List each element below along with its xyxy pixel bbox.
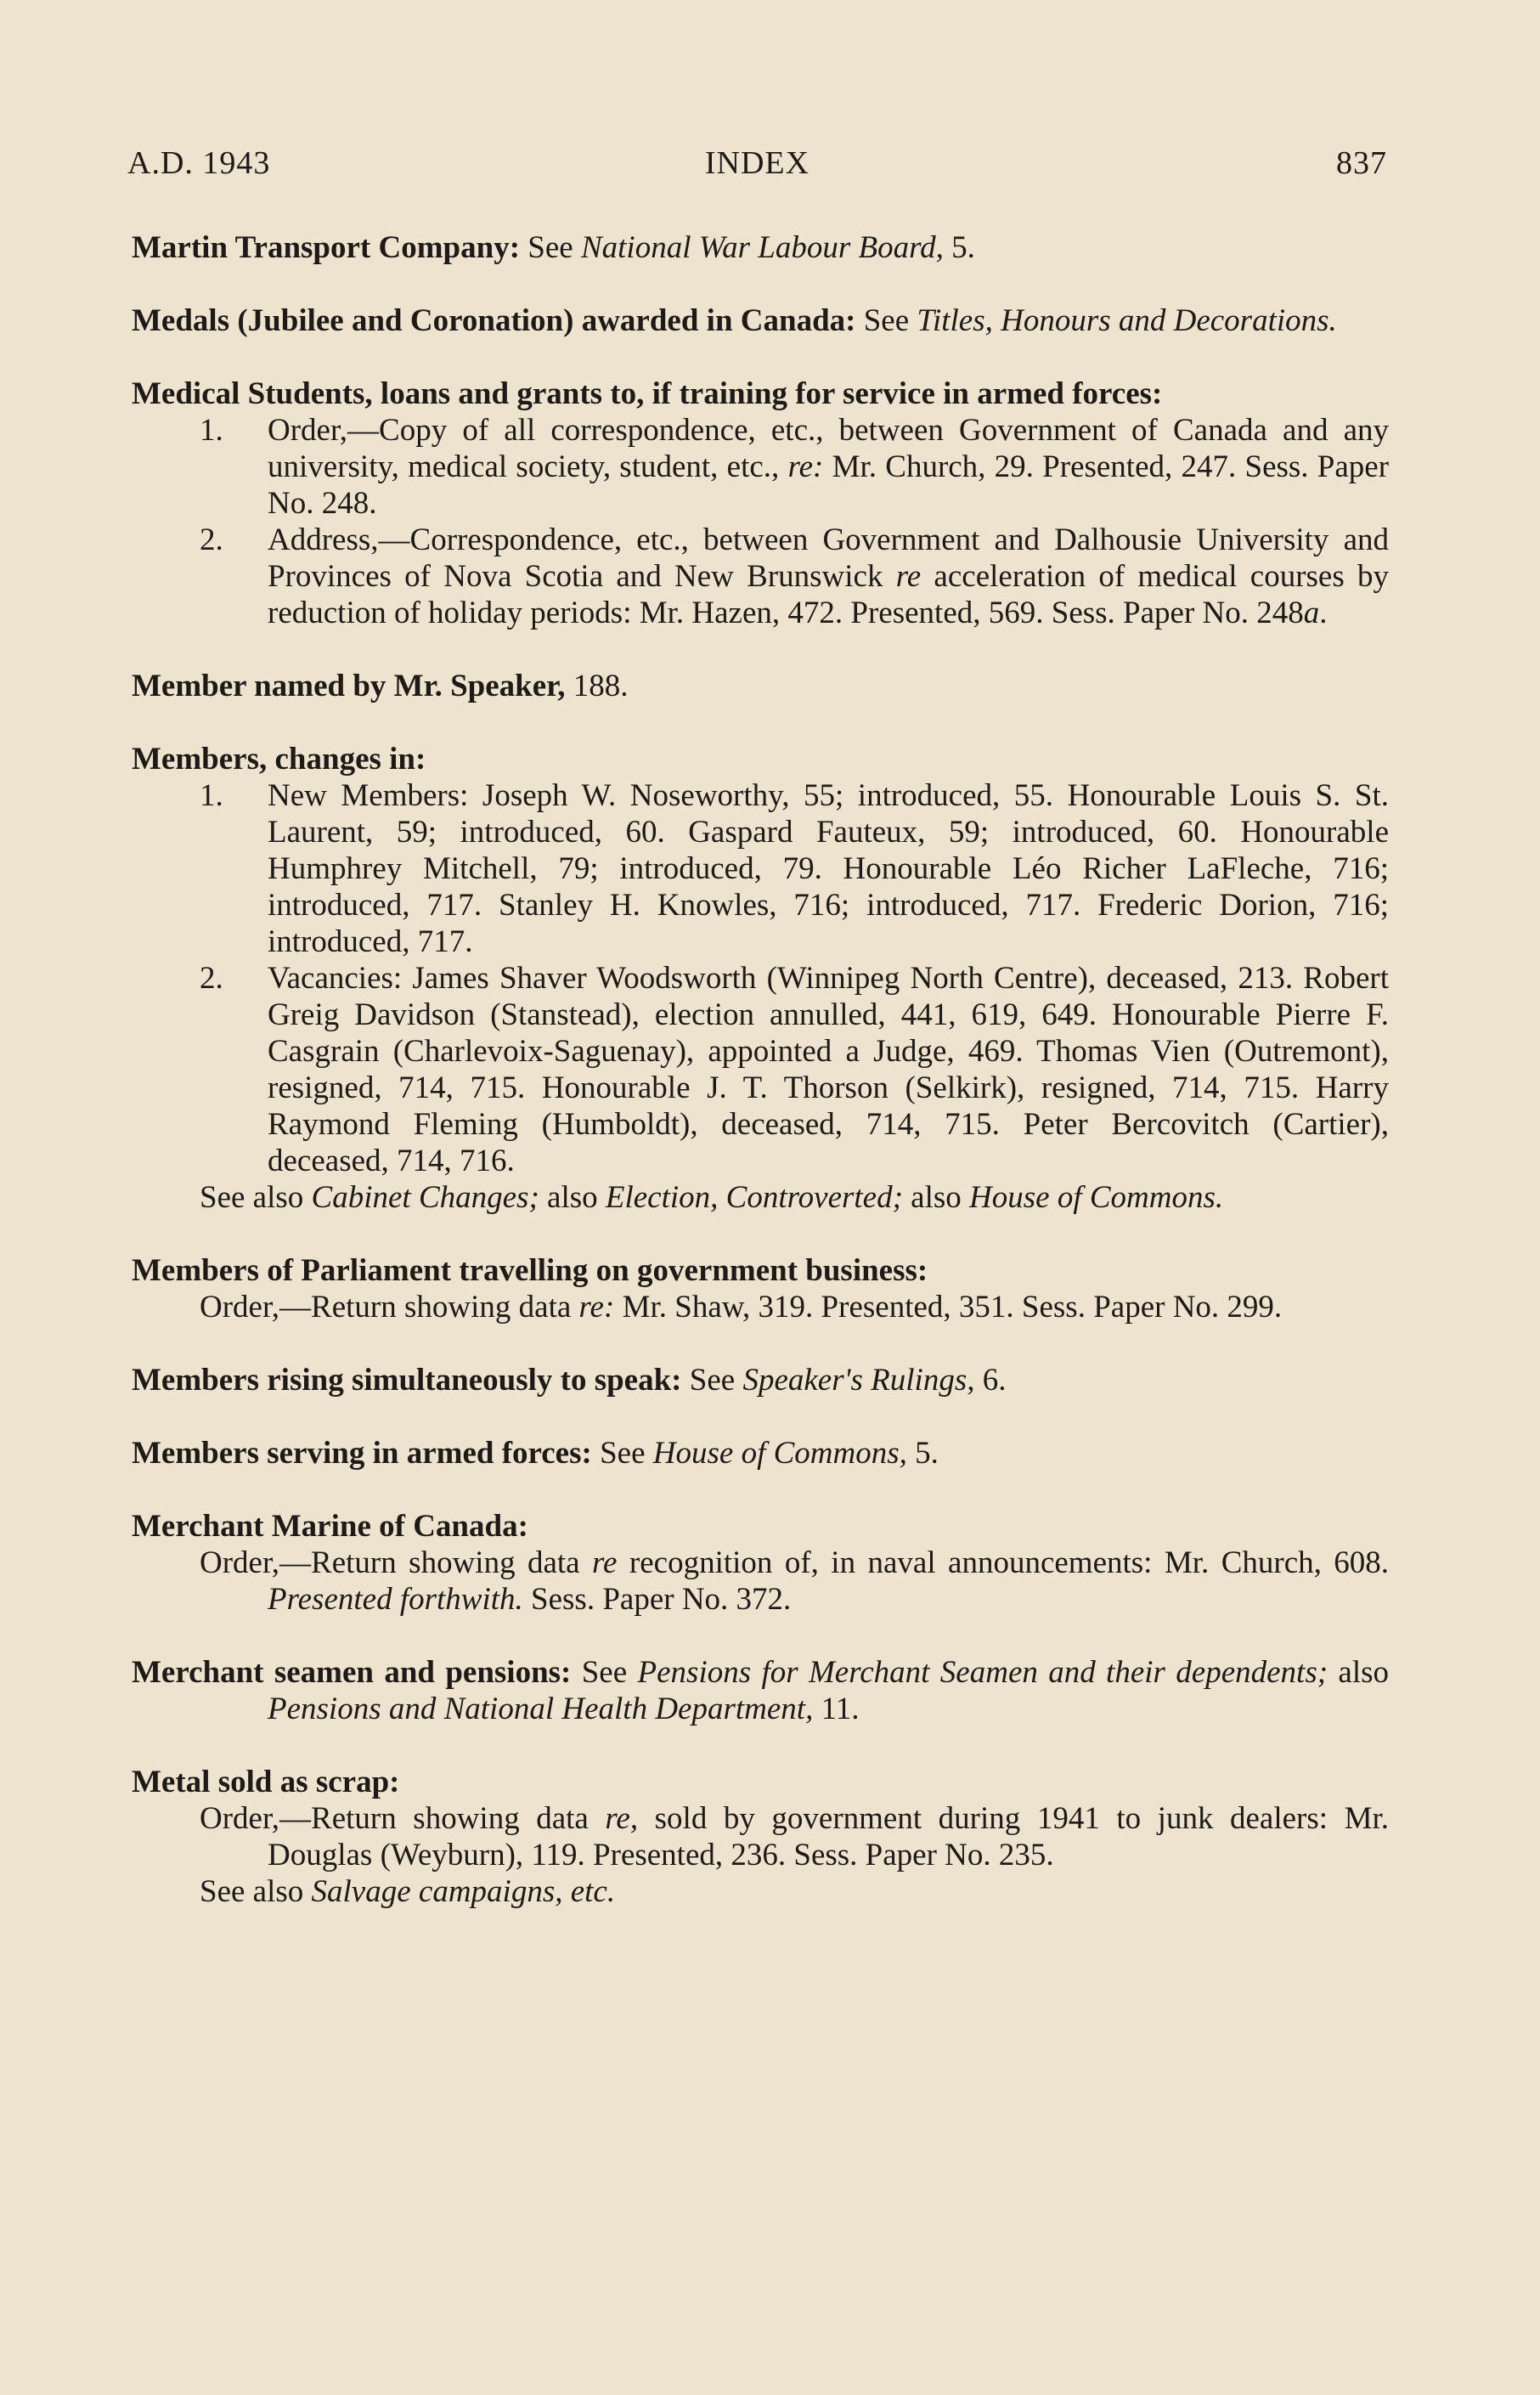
list-item: 1. New Members: Joseph W. Noseworthy, 55; introduced, 55. Honourable Louis S. St. Laurent, 59; introduced, 60. Gaspard Fauteux, 59; introduced, 60. Honourable Humphrey Mitchell, 79; introduced, 79. Honourable Léo Richer LaFleche, 716; introduced, 717. Stanley H. Knowles, 716; introduced, 717. Frederic Dorion, 716; introduced, 717. (200, 778, 1389, 959)
entry-heading: Medical Students, loans and grants to, if training for service in armed forces: (132, 376, 1163, 411)
cross-reference: House of Commons, (652, 1436, 907, 1471)
entry-heading: Members, changes in: (132, 742, 426, 777)
entry-martin: Martin Transport Company: See National War Labour Board, 5. (132, 230, 975, 265)
see-also: See also Salvage campaigns, etc. (200, 1874, 616, 1909)
page-number: 837 (1336, 145, 1387, 181)
list-item: Order,—Return showing data re, sold by government during 1941 to junk dealers: Mr. Douglas (Weyburn), 119. Presented, 236. Sess. Paper No. 235. (200, 1801, 1390, 1873)
entry-heading: Martin Transport Company: (132, 230, 521, 265)
entry-merchant-seamen: Merchant seamen and pensions: See Pensions for Merchant Seamen and their dependents; also Pensions and National Health Department, 11. (132, 1655, 1389, 1726)
cross-reference: Speaker's Rulings, (742, 1363, 975, 1398)
entry-heading: Members of Parliament travelling on government business: (132, 1253, 928, 1288)
entry-heading: Members serving in armed forces: (132, 1436, 592, 1471)
index-content (132, 229, 1389, 1946)
entry-metal-scrap (132, 1764, 1389, 1910)
list-item: Order,—Return showing data re: Mr. Shaw, 319. Presented, 351. Sess. Paper No. 299. (200, 1290, 1283, 1325)
running-header (127, 144, 1387, 187)
entry-members-travelling (132, 1252, 1389, 1325)
entry-medical-students (132, 376, 1389, 631)
entry-heading: Members rising simultaneously to speak: (132, 1363, 682, 1398)
entry-heading: Medals (Jubilee and Coronation) awarded in Canada: (132, 303, 856, 338)
cross-reference: Pensions for Merchant Seamen and their dependents; (637, 1655, 1328, 1690)
entry-members-serving: Members serving in armed forces: See House of Commons, 5. (132, 1436, 939, 1471)
cross-reference: Pensions and National Health Department, (268, 1692, 814, 1726)
cross-reference: Titles, Honours and Decorations. (917, 303, 1337, 338)
header-title: INDEX (704, 145, 810, 181)
list-item: 2. Vacancies: James Shaver Woodsworth (Winnipeg North Centre), deceased, 213. Robert Greig Davidson (Stanstead), election annulled, 441, 619, 649. Honourable Pierre F. Casgrain (Charlevoix-Saguenay), appointed a Judge, 469. Thomas Vien (Outremont), resigned, 714, 715. Honourable J. T. Thorson (Selkirk), resigned, 714, 715. Harry Raymond Fleming (Humboldt), deceased, 714, 715. Peter Bercovitch (Cartier), deceased, 714, 716. (200, 961, 1389, 1178)
cross-reference: National War Labour Board, (580, 230, 944, 265)
entry-merchant-marine (132, 1508, 1389, 1618)
entry-heading: Merchant seamen and pensions: (132, 1655, 572, 1690)
list-item: 2. Address,—Correspondence, etc., between Government and Dalhousie University and Provinces of Nova Scotia and New Brunswick re acceleration of medical courses by reduction of holiday periods: Mr. Hazen, 472. Presented, 569. Sess. Paper No. 248a. (200, 522, 1389, 630)
entry-member-named: Member named by Mr. Speaker, 188. (132, 669, 629, 703)
entry-heading: Member named by Mr. Speaker, (132, 669, 566, 703)
entry-heading: Metal sold as scrap: (132, 1765, 400, 1799)
header-year: A.D. 1943 (127, 145, 271, 181)
list-item: Order,—Return showing data re recognition of, in naval announcements: Mr. Church, 608. Presented forthwith. Sess. Paper No. 372. (200, 1545, 1390, 1617)
list-item: 1. Order,—Copy of all correspondence, etc., between Government of Canada and any university, medical society, student, etc., re: Mr. Church, 29. Presented, 247. Sess. Paper No. 248. (200, 413, 1390, 521)
see-also: See also Cabinet Changes; also Election, Controverted; also House of Commons. (200, 1180, 1224, 1215)
entry-members-rising: Members rising simultaneously to speak: See Speaker's Rulings, 6. (132, 1363, 1007, 1398)
entry-medals: Medals (Jubilee and Coronation) awarded in Canada: See Titles, Honours and Decorations. (132, 303, 1337, 338)
entry-members-changes (132, 741, 1389, 1216)
entry-heading: Merchant Marine of Canada: (132, 1509, 528, 1544)
